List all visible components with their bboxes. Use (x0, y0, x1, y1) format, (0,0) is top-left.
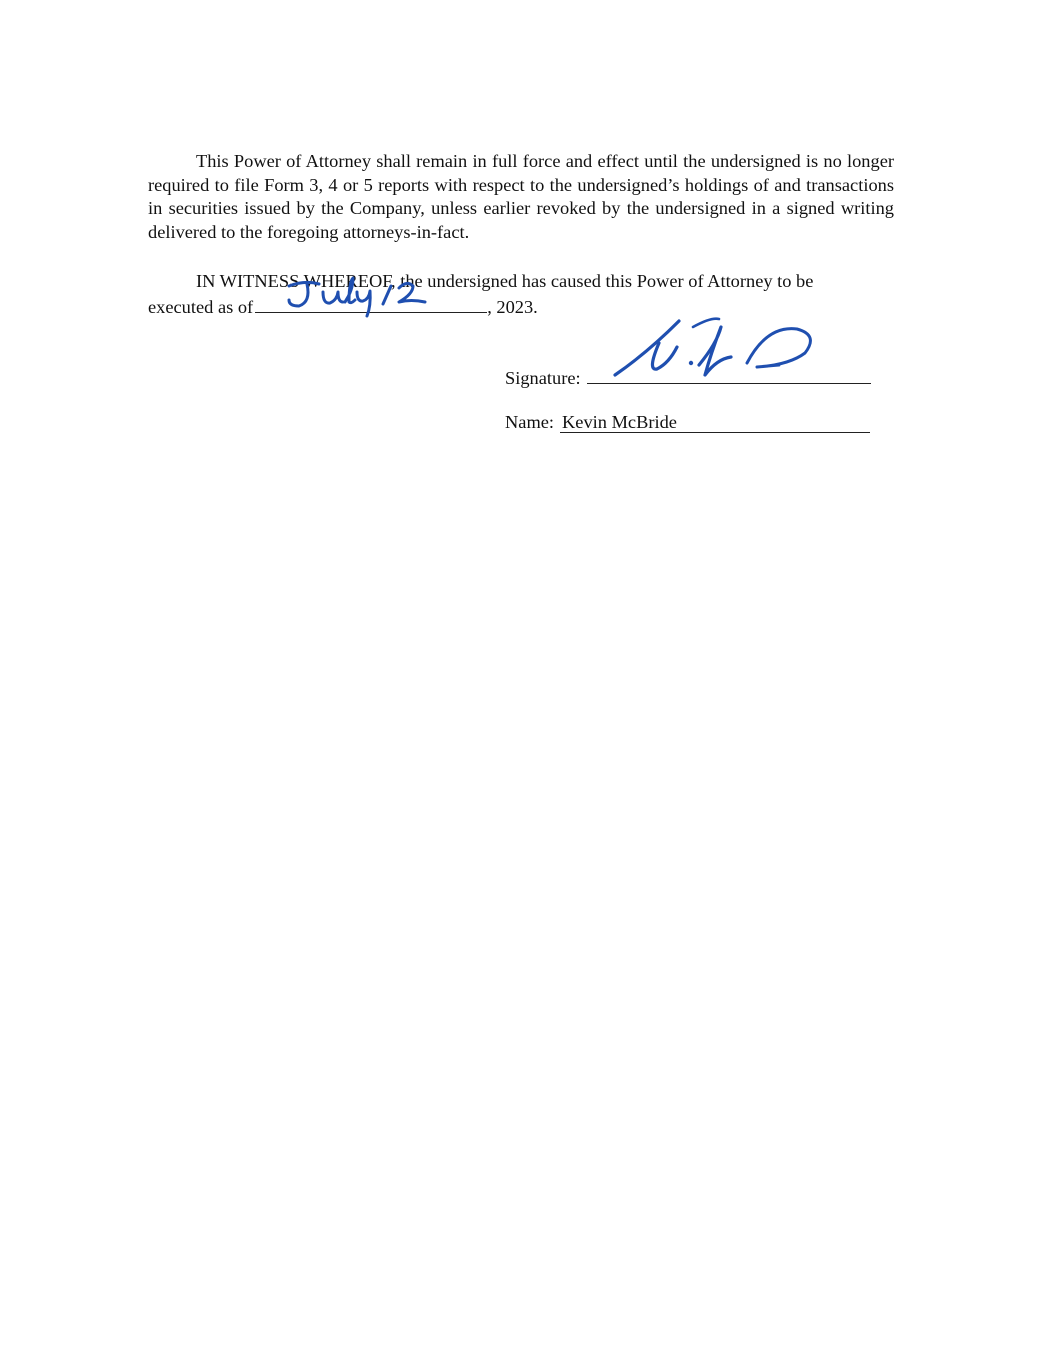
signature-row (505, 365, 871, 389)
executed-prefix: executed as of (148, 296, 254, 317)
name-label: Name: (505, 412, 555, 432)
signature-blank (587, 365, 871, 384)
name-row (505, 412, 870, 433)
executed-suffix: , 2023. (487, 296, 538, 317)
handwritten-date (283, 272, 443, 316)
date-blank (255, 294, 487, 313)
signature-label: Signature: (505, 368, 581, 388)
name-blank (560, 412, 870, 433)
witness-line: IN WITNESS WHEREOF, the undersigned has caused this Power of Attorney to be (196, 271, 814, 291)
witness-paragraph (148, 270, 894, 319)
duration-paragraph: This Power of Attorney shall remain in full force and effect until the undersigned is no longer required to file Form 3, 4 or 5 reports with respect to the undersigned’s holdings of and transactions in securities issued by the Company, unless earlier revoked by the undersigned in a signed writing delivered to the foregoing attorneys-in-fact. (148, 151, 894, 242)
signer-name: Kevin McBride (562, 412, 677, 432)
signature-mark (607, 313, 827, 379)
